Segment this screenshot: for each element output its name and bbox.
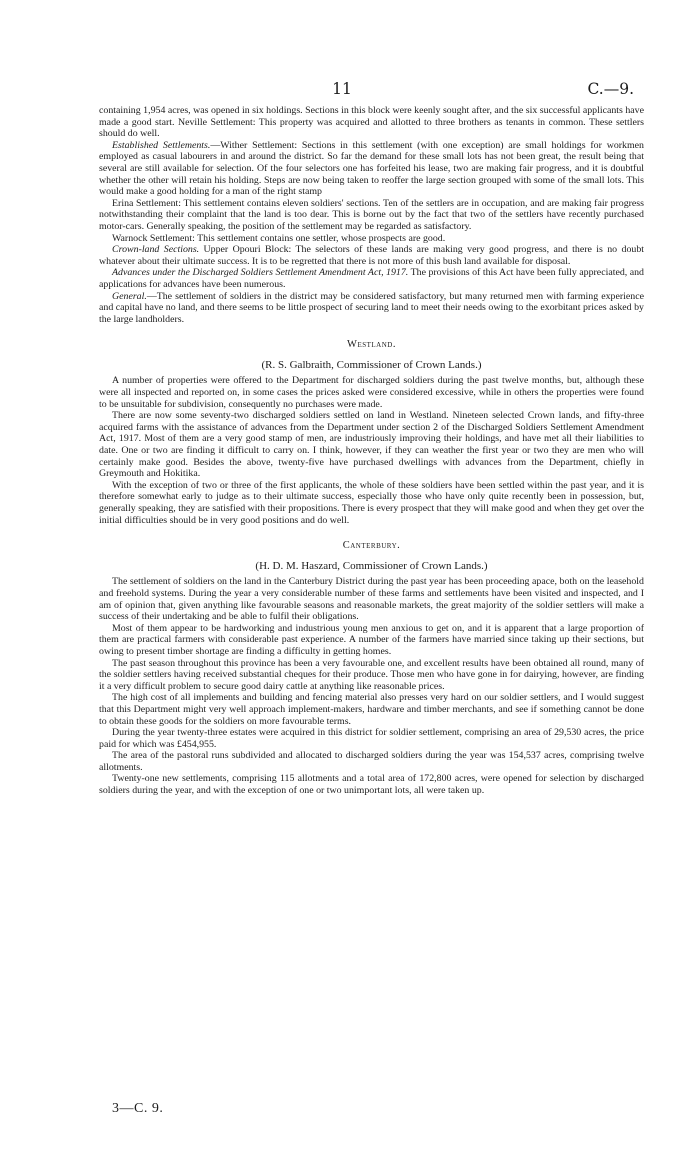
paragraph: Twenty-one new settlements, comprising 115 allotments and a total area of 172,800 acres, were opened for selection by discharged soldiers during the year, and with the exception of one or two unimportant lots, all were taken up.	[99, 773, 644, 797]
paragraph: Established Settlements.—Wither Settlement: Sections in this settlement (with one exception) are small holdings for workmen employed as casual labourers in and around the district. So far the demand for these small lots has not been great, the result being that several are still available for selection. Of the four selectors one has forfeited his lease, two are making fair progress, and it is doubtful whether the other will retain his holding. Steps are now being taken to reoffer the large section grouped with some of the small lots. This would make a good holding for a man of the right stamp	[99, 139, 644, 198]
section-heading-canterbury: Canterbury.	[342, 540, 401, 552]
paragraph: During the year twenty-three estates were acquired in this district for soldier settlement, comprising an area of 29,530 acres, the price paid for which was £454,955.	[99, 727, 644, 750]
paragraph: Warnock Settlement: This settlement contains one settler, whose prospects are good.	[112, 232, 446, 244]
section-label: Advances under the Discharged Soldiers Settlement Amendment Act, 1917.	[112, 267, 409, 279]
document-body	[99, 105, 644, 797]
section-label: Established Settlements.	[112, 139, 211, 151]
paragraph: The high cost of all implements and building and fencing material also presses very hard on our soldier settlers, and I would suggest that this Department might very well approach implement-makers, hardware and timber merchants, and see if something cannot be done to obtain these goods for the soldiers on more favourable terms.	[99, 692, 644, 727]
paragraph: With the exception of two or three of the first applicants, the whole of these soldiers have been settled within the past year, and it is therefore somewhat early to judge as to their ultimate success, especially those who have only quite recently been in possession, but, generally speaking, they are satisfied with their propositions. There is every prospect that they will make good and when they get over the initial difficulties should be in very good positions and do well.	[99, 479, 644, 526]
section-label: General.	[112, 290, 147, 302]
paper-reference: C.—9.	[587, 80, 634, 98]
section-heading-westland: Westland.	[347, 339, 396, 351]
paragraph: Erina Settlement: This settlement contains eleven soldiers' sections. Ten of the settlers are in occupation, and are making fair progress notwithstanding their complaint that the land is too dear. This is borne out by the fact that two of the settlers have recently purchased motor-cars. Generally speaking, the position of the settlement may be regarded as satisfactory.	[99, 197, 644, 232]
paragraph: The area of the pastoral runs subdivided and allocated to discharged soldiers during the year was 154,537 acres, comprising twelve allotments.	[99, 750, 644, 773]
signature-mark: 3—C. 9.	[112, 1101, 164, 1116]
paragraph: containing 1,954 acres, was opened in six holdings. Sections in this block were keenly sought after, and the six successful applicants have made a good start. Neville Settlement: This property was acquired and allotted to three brothers as tenants in common. These settlers should do well.	[99, 105, 644, 140]
paragraph: Crown-land Sections. Upper Opouri Block: The selectors of these lands are making very good progress, and there is no doubt whatever about their ultimate success. It is to be regretted that there is not more of this bush land available for disposal.	[99, 244, 644, 267]
paragraph: A number of properties were offered to the Department for discharged soldiers during the past twelve months, but, although these were all inspected and reported on, in some cases the prices asked were considered excessive, while in others the properties were found to be unsuitable for subdivision, consequently no purchases were made.	[99, 375, 644, 410]
paragraph: Advances under the Discharged Soldiers Settlement Amendment Act, 1917. The provisions of this Act have been fully appreciated, and applications for advances have been numerous.	[99, 267, 644, 290]
section-label: Crown-land Sections.	[112, 244, 200, 256]
paragraph: The settlement of soldiers on the land in the Canterbury District during the past year has been proceeding apace, both on the leasehold and freehold systems. During the year a very considerable number of these farms and settlements have been visited and inspected, and I am of opinion that, given anything like favourable seasons and reasonable markets, the great majority of the soldier settlers will make a success of their undertaking and be able to fulfil their obligations.	[99, 576, 644, 623]
commissioner-line: (H. D. M. Haszard, Commissioner of Crown Lands.)	[255, 559, 488, 572]
commissioner-line: (R. S. Galbraith, Commissioner of Crown Lands.)	[261, 358, 482, 371]
paragraph: General.—The settlement of soldiers in the district may be considered satisfactory, but many returned men with farming experience and capital have no land, and there seems to be little prospect of securing land to meet their needs owing to the exorbitant prices asked by the large landholders.	[99, 290, 644, 325]
page-number: 11	[332, 80, 352, 98]
paragraph: The past season throughout this province has been a very favourable one, and excellent results have been obtained all round, many of the soldier settlers having received substantial cheques for their produce. Those men who have gone in for dairying, however, are finding it a very difficult problem to secure good dairy cattle at anything like reasonable prices.	[99, 657, 644, 692]
paragraph: There are now some seventy-two discharged soldiers settled on land in Westland. Nineteen selected Crown lands, and fifty-three acquired farms with the assistance of advances from the Department under section 2 of the Discharged Soldiers Settlement Amendment Act, 1917. Most of them are a very good stamp of men, are industriously improving their holdings, and have met all their liabilities to date. One or two are finding it difficult to carry on. I think, however, if they can weather the first year or two they are men who will certainly make good. Besides the above, twenty-five have purchased dwellings with advances from the Department, chiefly in Greymouth and Hokitika.	[99, 410, 644, 480]
paragraph: Most of them appear to be hardworking and industrious young men anxious to get on, and it is apparent that a large proportion of them are practical farmers with considerable past experience. A number of the farmers have married since taking up their sections, but owing to present timber shortage are finding a difficulty in getting homes.	[99, 622, 644, 657]
